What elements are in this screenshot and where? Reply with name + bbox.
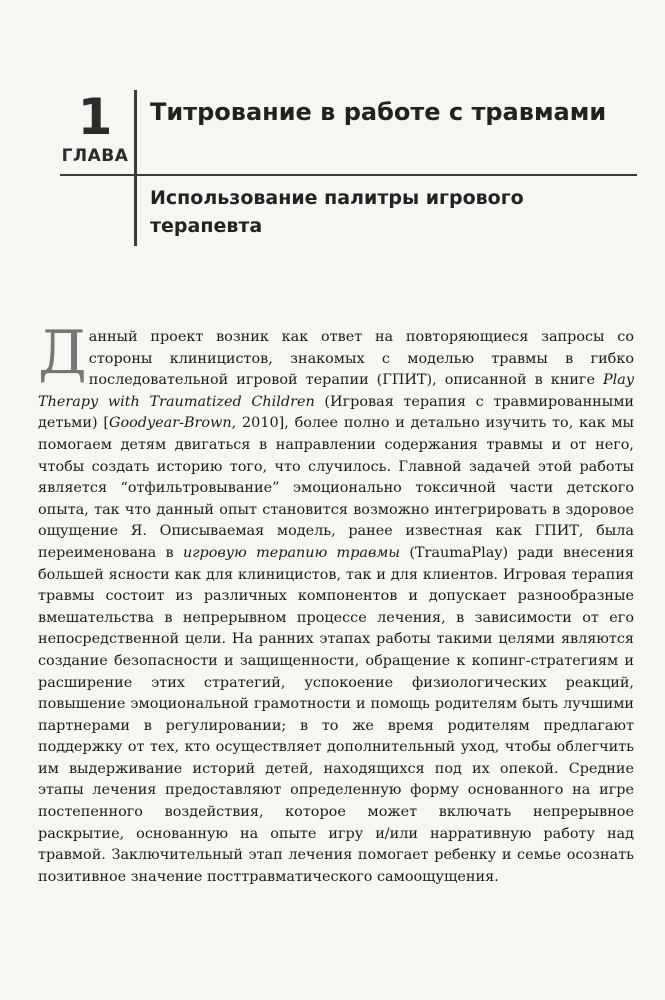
book-title: Play Therapy with Traumatized Children (38, 372, 634, 410)
chapter-number: 1 (77, 88, 113, 146)
vertical-divider (134, 90, 137, 246)
text-segment: (TraumaPlay) ради внесения большей ясности как для клиницистов, так и для клиентов. Игровая терапия травмы состоит из различных компонентов и допускает разнообразные вмешательства в непрерывном процессе лечения, в зависимости от его непосредственной цели. На ранних этапах работы такими целями являются создание безопасности и защищенности, обращение к копинг-стратегиям и расширение этих стратегий, успокоение физиологических реакций, повышение эмоциональной грамотности и помощь родителям быть лучшими партнерами в регулировании; в то же время родителям предлагают поддержку от тех, кто осуществляет дополнительный уход, чтобы облегчить им выдерживание историй детей, находящихся под их опекой. Средние этапы лечения предоставляют определенную форму основанного на игре постепенного воздействия, которое может включать непрерывное раскрытие, основанную на опыте игру и/или нарративную работу над травмой. Заключительный этап лечения помогает ребенку и семье осознать позитивное значение посттравматического самоощущения. (38, 544, 634, 885)
chapter-title: Титрование в работе с травмами (150, 98, 607, 126)
text-segment: (Игровая терапия с травмированными детьми) [ (38, 393, 634, 432)
text-segment: , 2010], более полно и детально изучить то, как мы помогаем детям двигаться в направлении содержания травмы и от него, чтобы создать историю того, что случилось. Главной задачей этой работы является “отфильтровывание” эмоционально токсичной части детского опыта, так что данный опыт становится возможно интегрировать в здоровое ощущение Я. Описываемая модель, ранее известная как ГПИТ, была переименована в (38, 415, 634, 561)
horizontal-divider (60, 174, 637, 176)
chapter-label: ГЛАВА (61, 146, 129, 166)
body-paragraph (38, 318, 634, 888)
citation-author: Goodyear-Brown (108, 415, 232, 432)
term-italic: игровую терапию травмы (182, 544, 401, 561)
drop-cap: Д (38, 318, 87, 388)
text-segment: анный проект возник как ответ на повторяющиеся запросы со стороны клиницистов, знакомых с моделью травмы в гибко последовательной игровой терапии (ГПИТ), описанной в книге (88, 329, 634, 389)
chapter-subtitle: Использование палитры игрового терапевта (150, 187, 524, 237)
